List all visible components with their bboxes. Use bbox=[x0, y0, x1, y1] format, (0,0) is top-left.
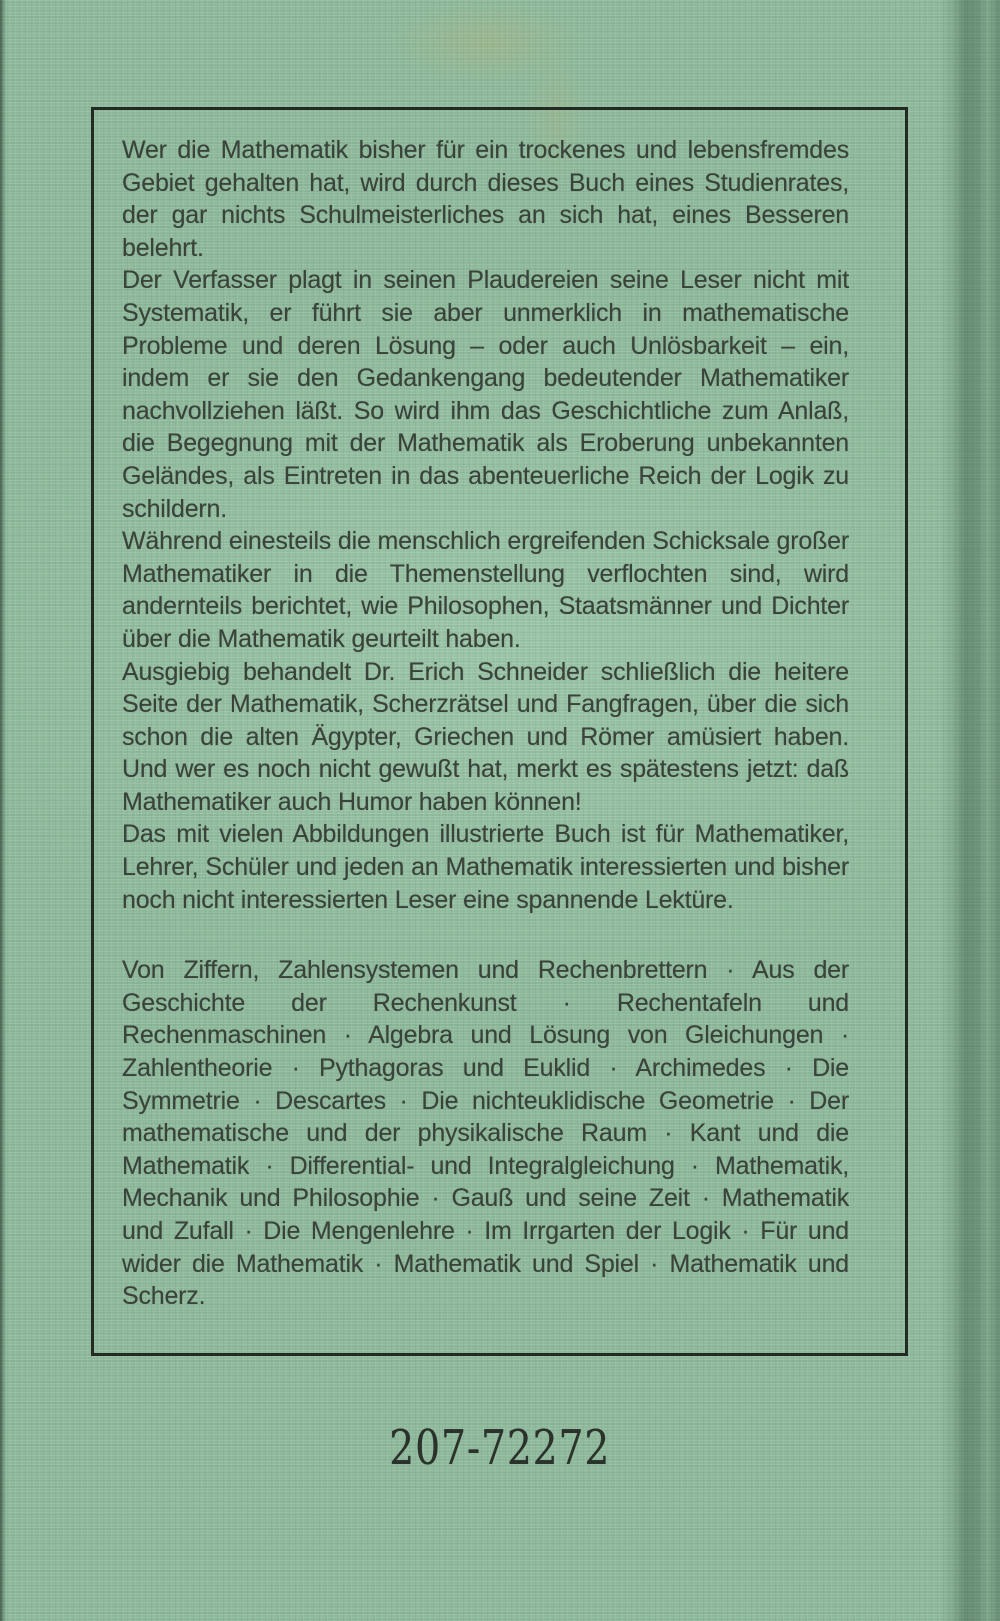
cover-right-edge-shadow bbox=[940, 0, 1000, 1621]
catalog-number-row bbox=[0, 1420, 1000, 1476]
blurb-paragraph: Wer die Mathematik bisher für ein trockenes und lebensfremdes Gebiet gehalten hat, wird durch dieses Buch eines Studienrates, der gar nichts Schulmeisterliches an sich hat, eines Besseren belehrt. bbox=[122, 136, 849, 262]
blurb-paragraph: Während einesteils die menschlich ergreifenden Schicksale großer Mathematiker in die Themenstellung verflochten sind, wird andernteils berichtet, wie Philosophen, Staatsmänner und Dichter über die Mathematik geurteilt haben. bbox=[122, 527, 849, 653]
topics-paragraph: Von Ziffern, Zahlensystemen und Rechenbrettern · Aus der Geschichte der Rechenkunst · Rechentafeln und Rechenmaschinen · Algebra und Lösung von Gleichungen · Zahlentheorie · Pythagoras und Euklid · Archimedes · Die Symmetrie · Descartes · Die nichteuklidische Geometrie · Der mathematische und der physikalische Raum · Kant und die Mathematik · Differential- und Integralgleichung · Mathematik, Mechanik und Philosophie · Gauß und seine Zeit · Mathematik und Zufall · Die Mengenlehre · Im Irrgarten der Logik · Für und wider die Mathematik · Mathematik und Spiel · Mathematik und Scherz. bbox=[122, 956, 849, 1311]
blurb-paragraph: Ausgiebig behandelt Dr. Erich Schneider schließlich die heitere Seite der Mathematik, Scherzrätsel und Fangfragen, über die sich schon die alten Ägypter, Griechen und Römer amüsiert haben. Und wer es noch nicht gewußt hat, merkt es spätestens jetzt: daß Mathematiker auch Humor haben können! bbox=[122, 657, 849, 816]
blurb-paragraph: Das mit vielen Abbildungen illustrierte Buch ist für Mathematiker, Lehrer, Schüler und jeden an Mathematik interessierten und bisher noch nicht interessierten Leser eine spannende Lektüre. bbox=[122, 820, 849, 914]
blurb-frame bbox=[91, 107, 908, 1356]
blurb-paragraph: Der Verfasser plagt in seinen Plaudereien seine Leser nicht mit Systematik, er führt sie aber unmerklich in mathematische Probleme und deren Lösung – oder auch Unlösbarkeit – ein, indem er sie den Gedankengang bedeutender Mathematiker nachvollziehen läßt. So wird ihm das Geschichtliche zum Anlaß, die Begegnung mit der Mathematik als Eroberung unbekannten Geländes, als Eintreten in das abenteuerliche Reich der Logik zu schildern. bbox=[122, 266, 849, 523]
cover-left-edge-shadow bbox=[0, 0, 6, 1621]
catalog-number: 207-72272 bbox=[389, 1419, 611, 1476]
